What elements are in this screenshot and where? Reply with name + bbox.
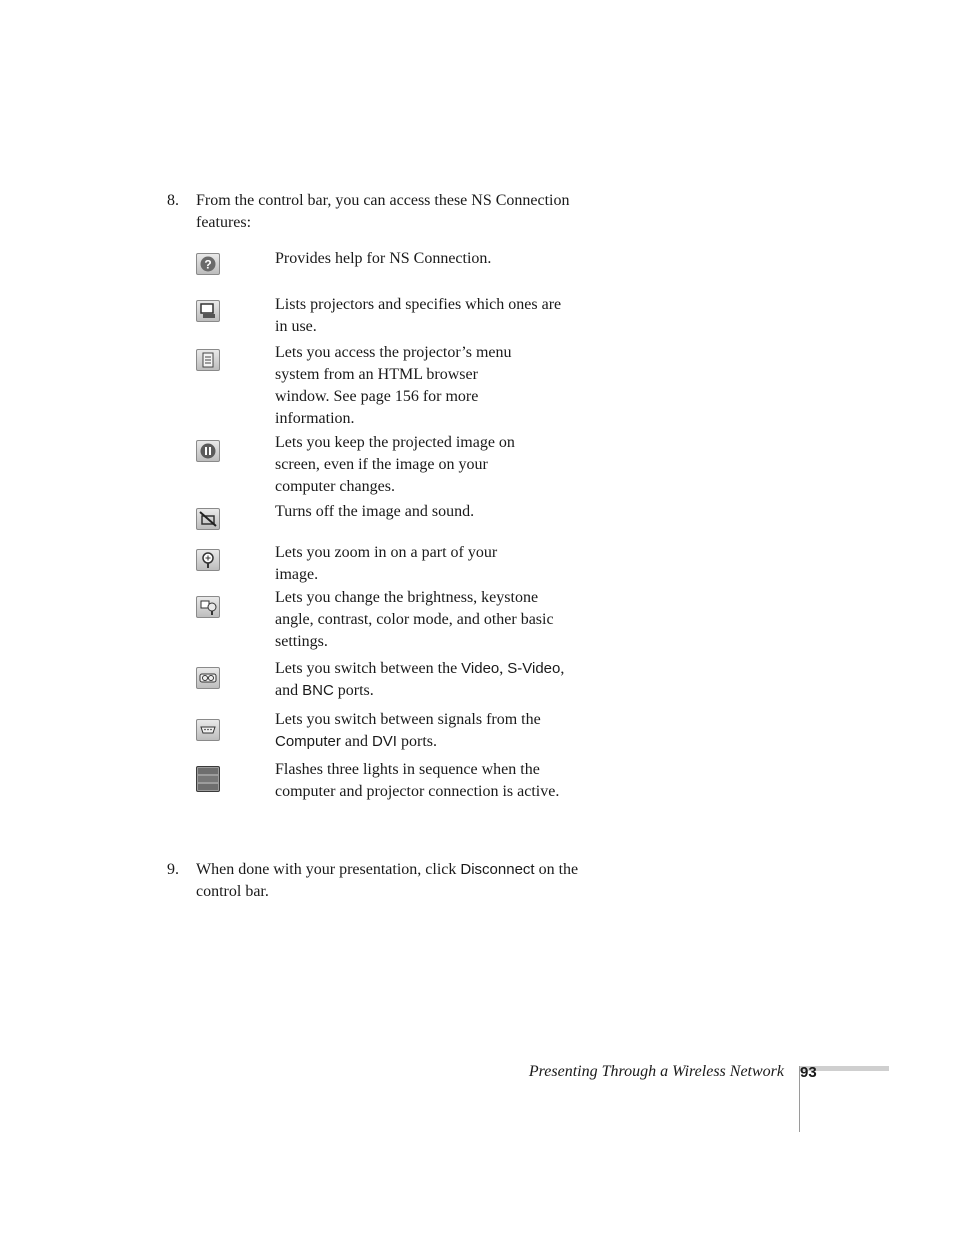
step-text: on the control bar. — [196, 861, 579, 900]
menu-icon — [196, 349, 220, 371]
feature-description-text: ports. — [396, 733, 437, 750]
svg-text:?: ? — [204, 257, 212, 272]
disconnect-ui-term: Disconnect — [460, 861, 535, 878]
feature-description: Lets you keep the projected image on screen, even if the image on your computer changes. — [275, 434, 515, 495]
zoom-icon — [196, 549, 220, 571]
step-text: From the control bar, you can access these NS Connection features: — [196, 192, 570, 231]
video-source-icon — [196, 667, 220, 689]
feature-description-text: , — [499, 660, 508, 677]
feature-description: Lets you zoom in on a part of your image. — [275, 544, 498, 583]
computer-port-label: Computer — [275, 733, 341, 750]
feature-description: Lets you access the projector’s menu system from an HTML browser window. See page 156 for more information. — [275, 344, 512, 427]
help-icon — [196, 253, 220, 275]
av-mute-icon — [196, 508, 220, 530]
feature-description: Turns off the image and sound. — [275, 503, 475, 520]
feature-description-text: Lets you switch between signals from the — [275, 711, 541, 728]
pause-icon — [196, 440, 220, 462]
feature-description-text: , and — [275, 660, 565, 699]
feature-description-text: ports. — [333, 682, 374, 699]
feature-description-text: and — [340, 733, 372, 750]
computer-source-icon — [196, 719, 220, 741]
bnc-port-label: BNC — [302, 682, 334, 699]
page-number: 93 — [800, 1064, 817, 1081]
feature-description: Flashes three lights in sequence when the computer and projector connection is active. — [275, 761, 560, 800]
step-text: When done with your presentation, click — [196, 861, 461, 878]
settings-icon — [196, 596, 220, 618]
video-port-label: Video — [461, 660, 500, 677]
footer-section-title: Presenting Through a Wireless Network — [528, 1063, 784, 1080]
step-number: 9. — [167, 861, 179, 878]
feature-description: Lists projectors and specifies which ones are in use. — [275, 296, 562, 335]
feature-description-text: Lets you switch between the — [275, 660, 462, 677]
dvi-port-label: DVI — [371, 733, 397, 750]
feature-description: Lets you change the brightness, keystone angle, contrast, color mode, and other basic settings. — [275, 589, 554, 650]
projector-list-icon — [196, 300, 220, 322]
s-video-port-label: S-Video — [507, 660, 561, 677]
feature-description: Provides help for NS Connection. — [275, 250, 492, 267]
step-number: 8. — [167, 192, 179, 209]
connection-lights-icon — [196, 766, 220, 792]
